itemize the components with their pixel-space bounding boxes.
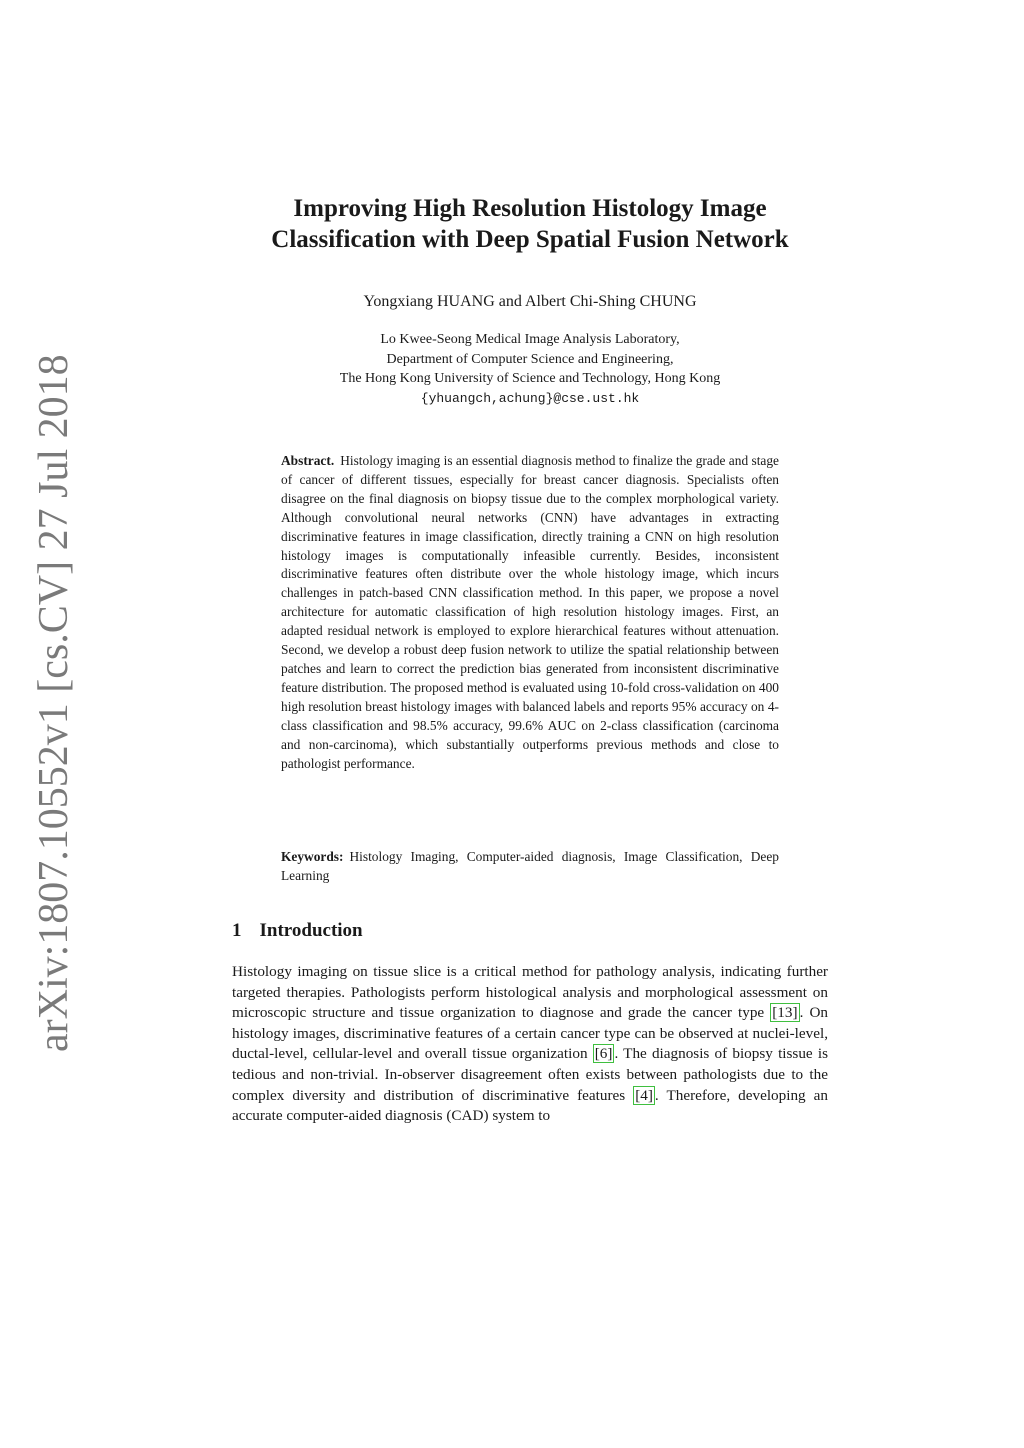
keywords-text: Histology Imaging, Computer-aided diagnosis, Image Classification, Deep Learning [281, 849, 779, 883]
section-heading-introduction [232, 918, 363, 944]
intro-text-part-3: . The diagnosis of biopsy tissue is tedious and non-trivial. In-observer disagreement often exists between pathologists due to the complex diversity and distribution of discriminative features [232, 1045, 828, 1104]
abstract-text: Histology imaging is an essential diagnosis method to finalize the grade and stage of cancer of different tissues, especially for breast cancer diagnosis. Specialists often disagree on the final diagnosis on biopsy tissue due to the complex morphological variety. Although convolutional neural networks (CNN) have advantages in extracting discriminative features in image classification, directly training a CNN on high resolution histology images is computationally infeasible currently. Besides, inconsistent discriminative features often distribute over the whole histology image, which incurs challenges in patch-based CNN classification method. In this paper, we propose a novel architecture for automatic classification of high resolution histology images. First, an adapted residual network is employed to explore hierarchical features without attenuation. Second, we develop a robust deep fusion network to utilize the spatial relationship between patches and learn to correct the prediction bias generated from inconsistent discriminative feature distribution. The proposed method is evaluated using 10-fold cross-validation on 400 high resolution breast histology images with balanced labels and reports 95% accuracy on 4-class classification and 98.5% accuracy, 99.6% AUC on 2-class classification (carcinoma and non-carcinoma), which substantially outperforms previous methods and close to pathologist performance. [281, 453, 780, 771]
author-email: {yhuangch,achung}@cse.ust.hk [420, 390, 640, 406]
affiliation-line-1: Lo Kwee-Seong Medical Image Analysis Laboratory, [380, 332, 680, 347]
intro-text-part-4: . Therefore, developing an accurate computer-aided diagnosis (CAD) system to [232, 1086, 828, 1125]
introduction-paragraph [232, 962, 828, 1127]
abstract-label: Abstract. [281, 453, 335, 468]
intro-text-part-2: . On histology images, discriminative features of a certain cancer type can be observed at nuclei-level, ductal-level, cellular-level and overall tissue organization [232, 1004, 829, 1063]
intro-text-part-1: Histology imaging on tissue slice is a critical method for pathology analysis, indicating further targeted therapies. Pathologists perform histological analysis and morphological assessment on microscopic structure and tissue organization to diagnose and grade the cancer type [232, 963, 828, 1022]
title-line-2: Classification with Deep Spatial Fusion Network [271, 226, 789, 253]
affiliation-line-2: Department of Computer Science and Engineering, [386, 351, 674, 367]
keywords-label: Keywords: [281, 849, 344, 864]
section-title: Introduction [259, 920, 363, 941]
abstract-block [281, 452, 779, 773]
citation-link-6[interactable]: [6] [594, 1045, 613, 1063]
author-list: Yongxiang HUANG and Albert Chi-Shing CHUNG [363, 293, 697, 310]
title-line-1: Improving High Resolution Histology Image [293, 195, 767, 222]
section-number: 1 [232, 920, 242, 941]
affiliation-line-3: The Hong Kong University of Science and Technology, Hong Kong [339, 371, 721, 386]
arxiv-identifier-stamp: arXiv:1807.10552v1 [cs.CV] 27 Jul 2018 [31, 354, 77, 1052]
citation-link-13[interactable]: [13] [772, 1004, 798, 1022]
keywords-block [281, 848, 779, 886]
affiliation-block [180, 330, 880, 408]
paper-title [180, 193, 880, 255]
citation-link-4[interactable]: [4] [635, 1086, 653, 1104]
